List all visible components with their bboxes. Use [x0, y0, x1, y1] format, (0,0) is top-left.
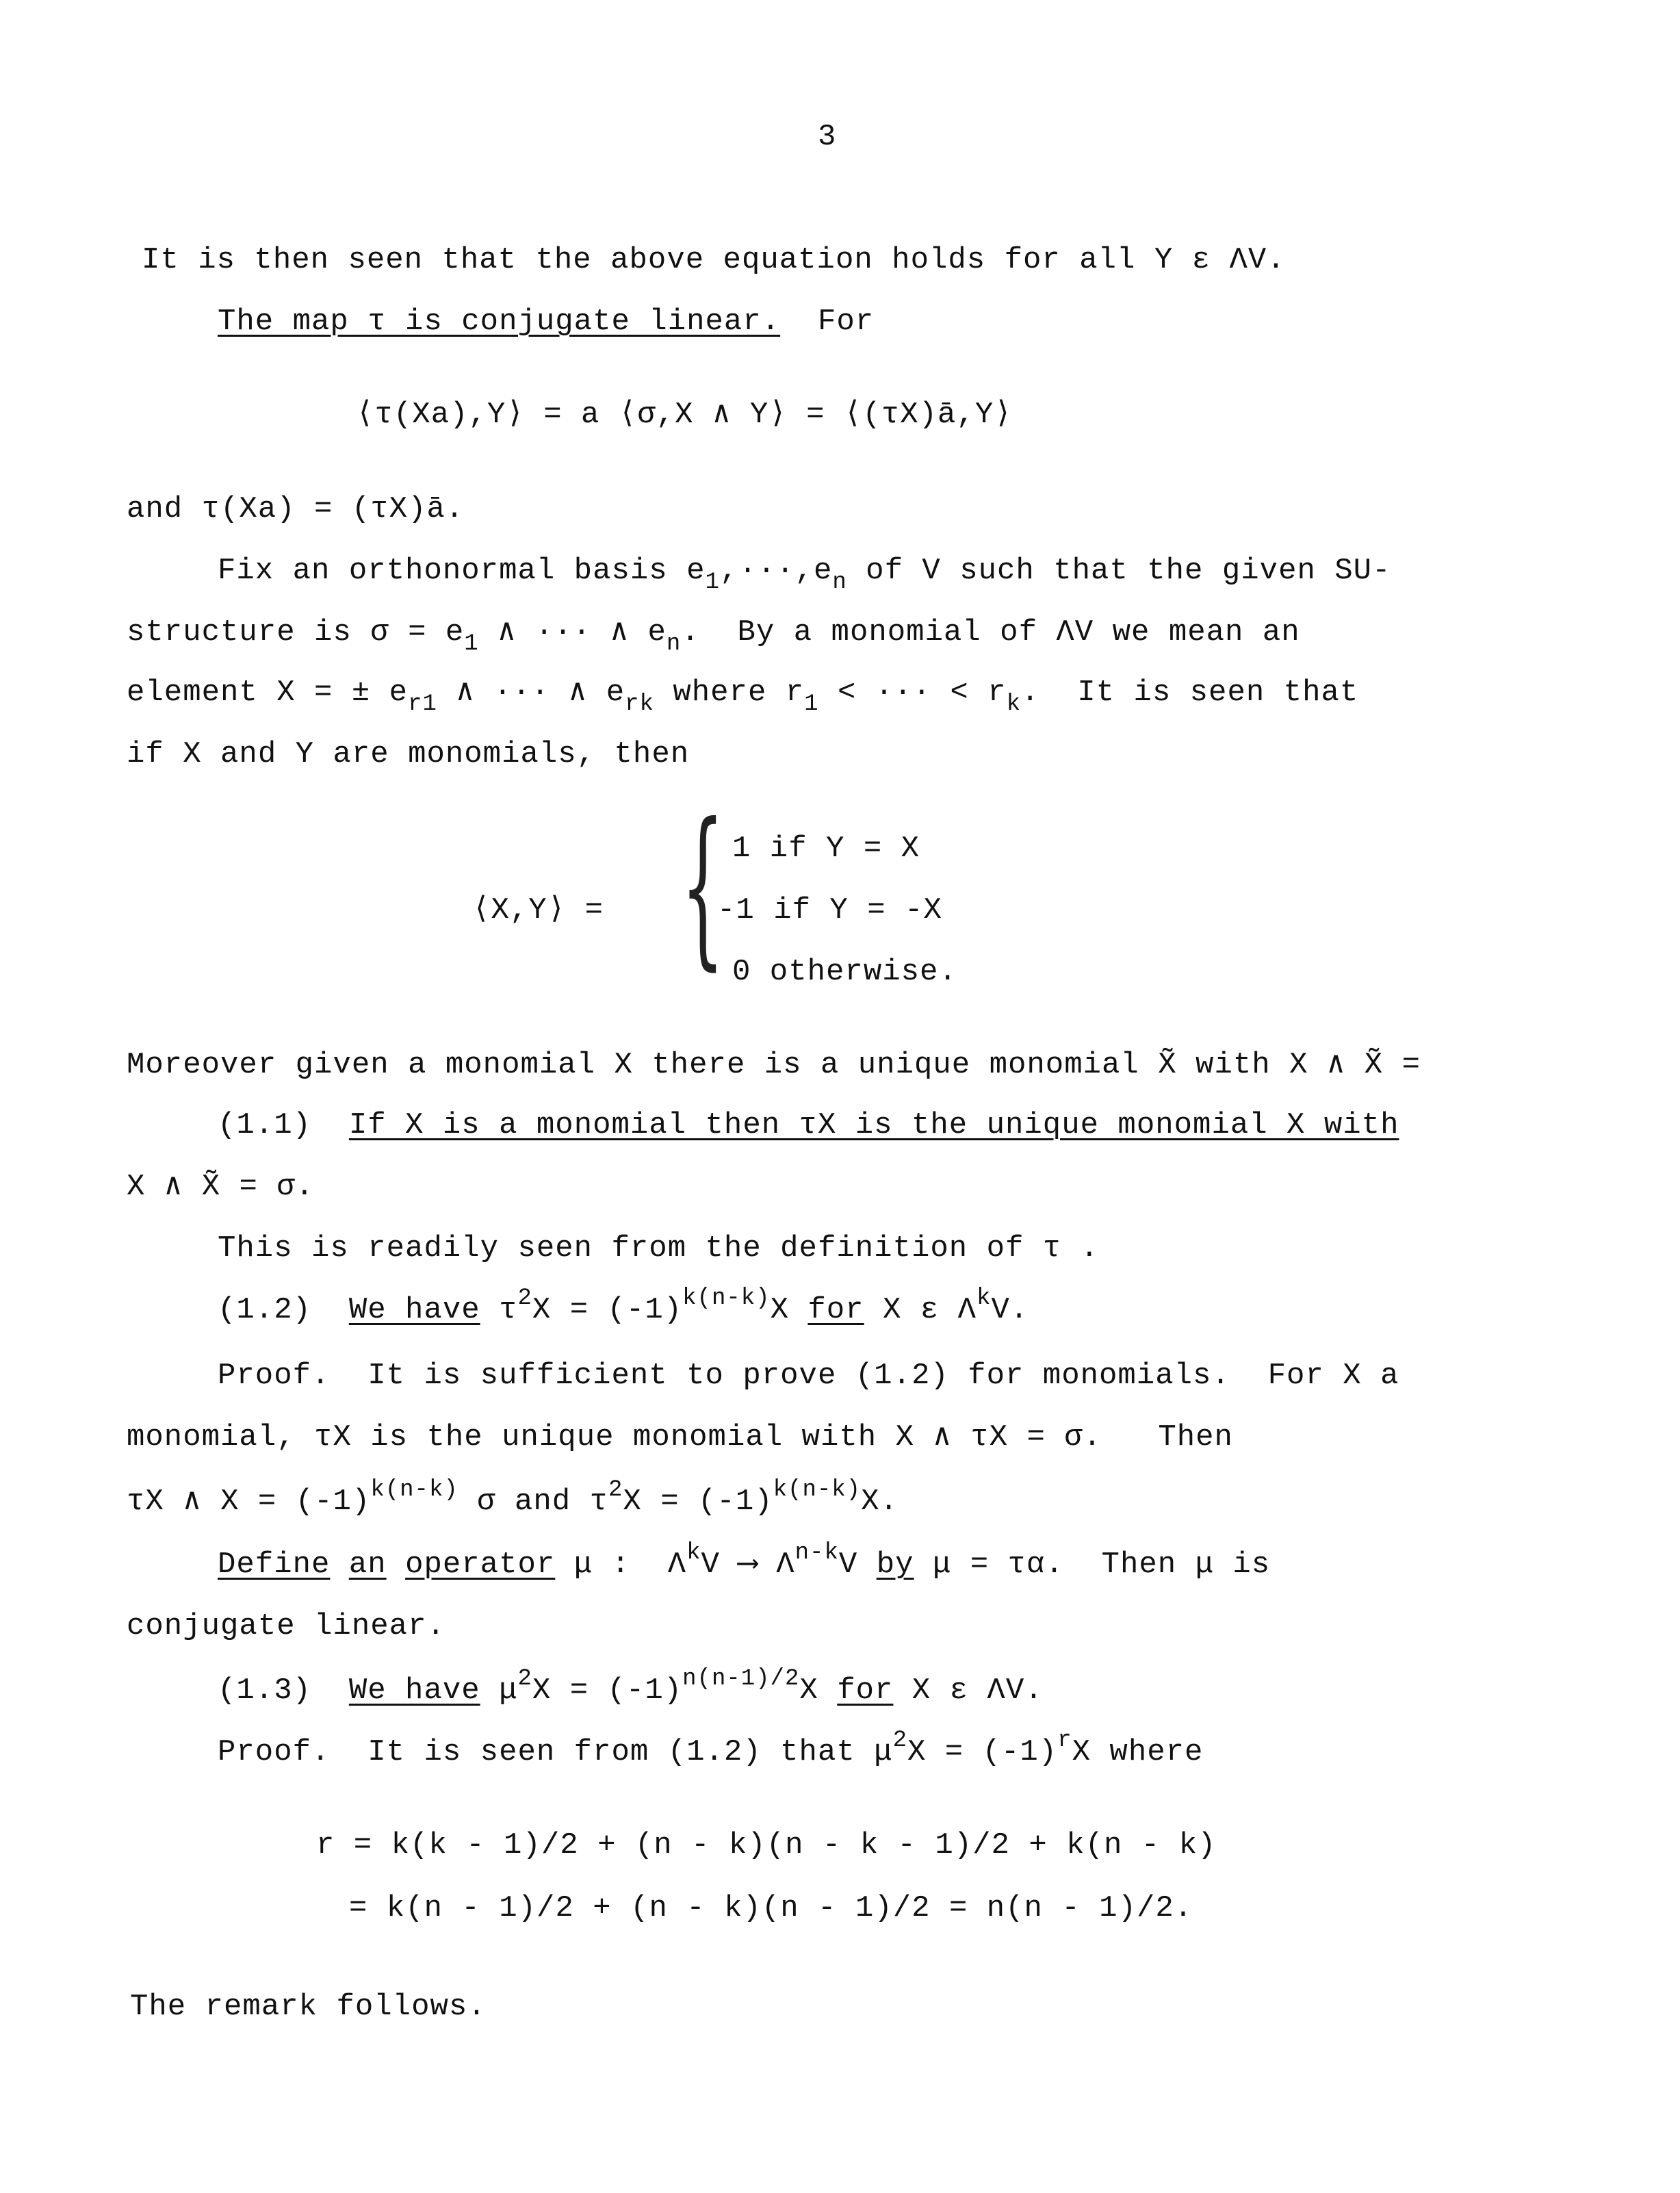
statement-line: (1.3) We have $\mu^2X = (-1)^{n(n-1)/2}X$ for X ε ΛV. — [218, 1666, 1044, 1708]
paragraph-line: The remark follows. — [130, 1990, 487, 2024]
display-equation: = k(n - 1)/2 + (n - k)(n - 1)/2 = n(n - 1)/2. — [349, 1891, 1193, 1925]
left-brace: { — [681, 786, 725, 986]
underlined-statement: If X is a monomial then τX is the unique monomial X with — [348, 1108, 1399, 1142]
paragraph-line: element X = ± $e_{r1}$ ∧ ··· ∧ $e_{rk}$ where $r_1$ < ··· < $r_k$. It is seen that — [127, 676, 1359, 717]
page-number: 3 — [818, 120, 837, 154]
case-line: 0 otherwise. — [732, 955, 957, 989]
paragraph-line: X ∧ X̃ = σ. — [127, 1170, 315, 1204]
paragraph-line: This is readily seen from the definition of τ . — [218, 1231, 1100, 1266]
paragraph-line: Fix an orthonormal basis $e_1,\cdot\cdot\cdot,e_n$ of V such that the given SU- — [218, 554, 1391, 595]
paragraph-line: conjugate linear. — [127, 1609, 445, 1643]
cases-lhs: ⟨X,Y⟩ = — [472, 893, 604, 927]
case-line: 1 if Y = X — [732, 832, 920, 866]
paragraph-line: if X and Y are monomials, then — [127, 737, 690, 771]
paragraph-line: and τ(Xa) = (τX)ā. — [127, 492, 465, 526]
display-equation: r = k(k - 1)/2 + (n - k)(n - k - 1)/2 + k(n - k) — [316, 1828, 1217, 1862]
definition-line: Define an operator μ : $\Lambda^kV$ ⟶ $\Lambda^{n-k}V$ by μ = τα. Then μ is — [218, 1540, 1271, 1582]
display-equation: ⟨τ(Xa),Y⟩ = a ⟨σ,X ∧ Y⟩ = ⟨(τX)ā,Y⟩ — [356, 398, 1013, 432]
paragraph-line: Proof. It is sufficient to prove (1.2) for monomials. For X a — [218, 1359, 1399, 1393]
paragraph-line: monomial, τX is the unique monomial with X ∧ τX = σ. Then — [127, 1420, 1233, 1454]
paragraph-line: Moreover given a monomial X there is a unique monomial X̃ with X ∧ X̃ = — [127, 1048, 1421, 1082]
underlined-statement: The map τ is conjugate linear. — [218, 305, 781, 339]
case-line: -1 if Y = -X — [717, 893, 942, 927]
statement-line: (1.1) If X is a monomial then τX is the unique monomial X with — [218, 1108, 1399, 1142]
paragraph-line: The map τ is conjugate linear. For — [218, 305, 875, 339]
paragraph-line: τX ∧ $X = (-1)^{k(n-k)}$ σ and $\tau^2X = (-1)^{k(n-k)}X$. — [127, 1477, 899, 1519]
statement-line: (1.2) We have $\tau^2X = (-1)^{k(n-k)}X$ for X ε $\Lambda^kV$. — [218, 1285, 1029, 1327]
paragraph-line: Proof. It is seen from (1.2) that $\mu^2X = (-1)^rX$ where — [218, 1728, 1204, 1769]
paragraph-line: structure is $\sigma = e_1$ ∧ ··· ∧ $e_n$. By a monomial of ΛV we mean an — [127, 615, 1300, 657]
paragraph-line: It is then seen that the above equation holds for all Y ε ΛV. — [142, 243, 1286, 277]
